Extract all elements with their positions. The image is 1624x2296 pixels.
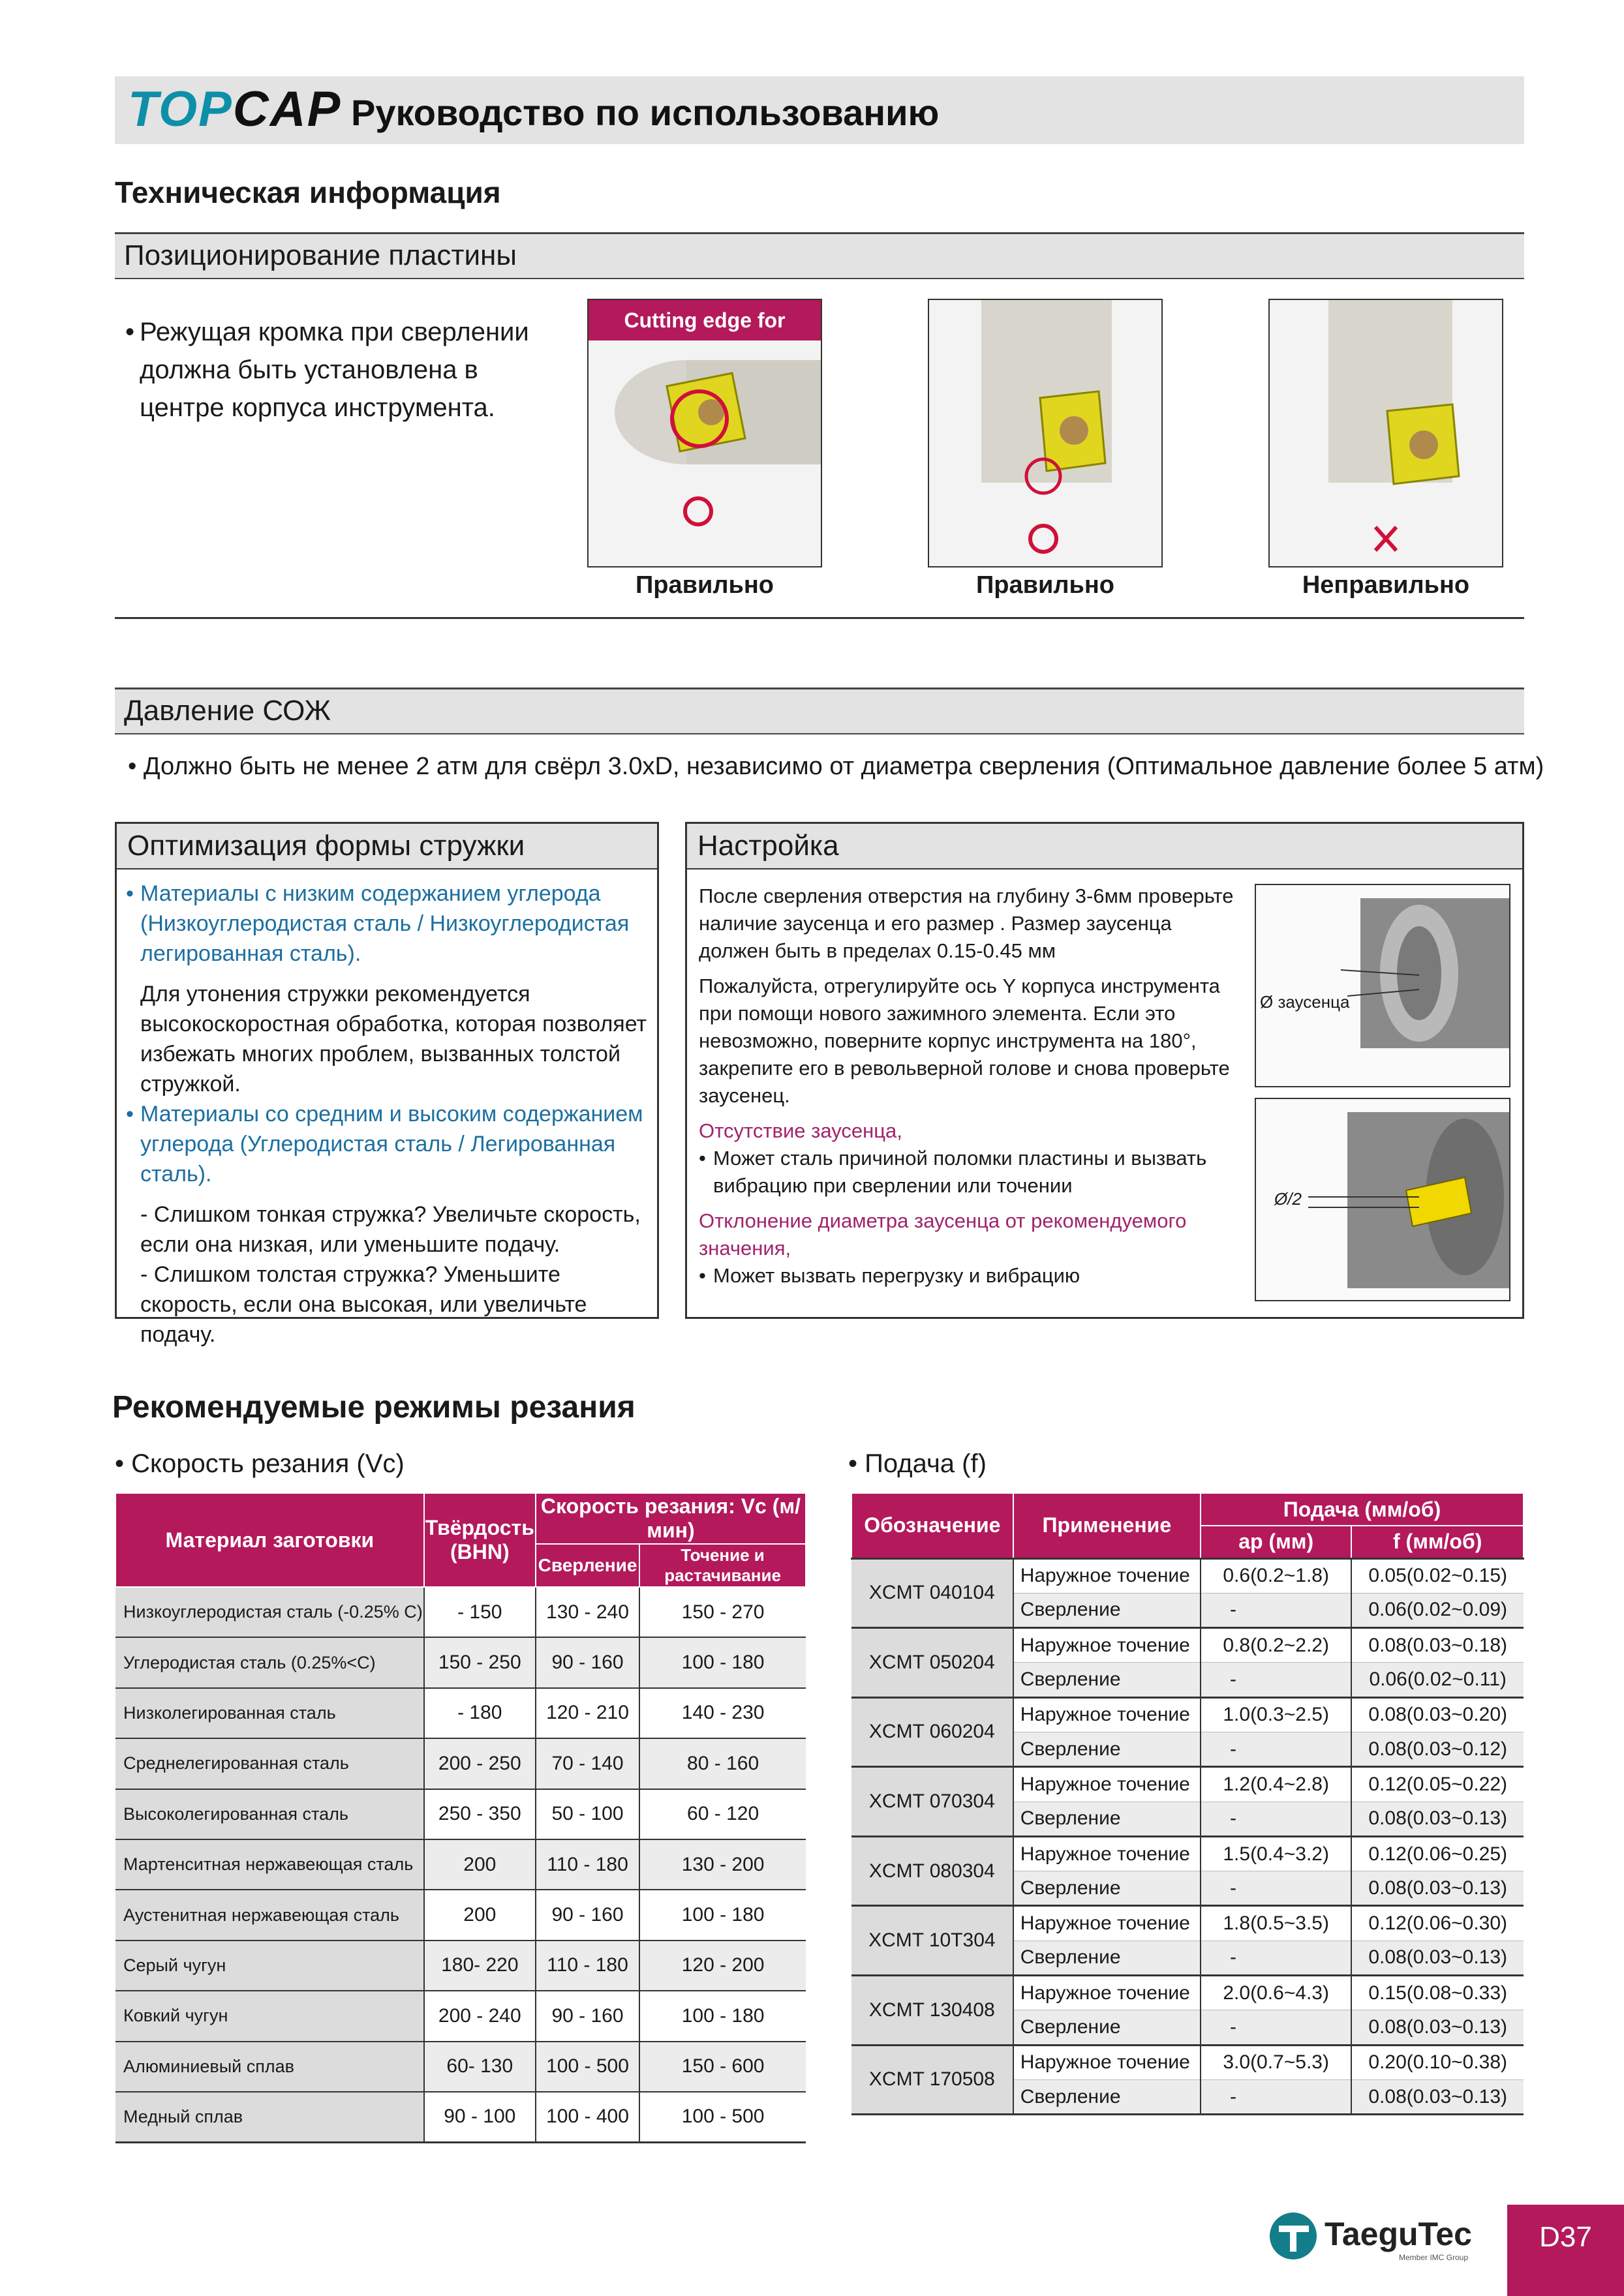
application-cell: Сверление <box>1013 1732 1201 1766</box>
feed-title: • Подача (f) <box>848 1449 987 1478</box>
turn-speed-cell: 130 - 200 <box>639 1839 806 1890</box>
ap-cell: 1.8(0.5~3.5) <box>1201 1906 1351 1941</box>
burr-diameter-label: Ø заусенца <box>1260 992 1350 1012</box>
hardness-cell: - 180 <box>424 1688 536 1738</box>
insert-drawing <box>589 340 821 566</box>
setup-panel-title: Настройка <box>687 824 1522 869</box>
hardness-cell: 250 - 350 <box>424 1789 536 1839</box>
table-row <box>115 1890 806 1940</box>
table-row <box>115 1587 806 1637</box>
taegutec-emblem-icon <box>1268 2210 1321 2262</box>
table-row <box>115 2042 806 2092</box>
insert-image-incorrect <box>1268 299 1503 567</box>
ap-cell: - <box>1201 1593 1351 1627</box>
feed-table-body <box>851 1558 1524 2115</box>
page-number-tab: D37 <box>1507 2205 1624 2296</box>
application-cell: Наружное точение <box>1013 1976 1201 2010</box>
designation-cell: XCMT 050204 <box>851 1628 1013 1698</box>
application-cell: Наружное точение <box>1013 1628 1201 1663</box>
table-row <box>115 1839 806 1890</box>
ap-cell: - <box>1201 1802 1351 1836</box>
hardness-cell: 200 - 240 <box>424 1991 536 2041</box>
coolant-title: Давление СОЖ <box>115 687 1524 734</box>
drill-speed-cell: 120 - 210 <box>536 1688 639 1738</box>
ap-cell: - <box>1201 1732 1351 1766</box>
material-cell: Алюминиевый сплав <box>115 2042 424 2092</box>
caption-incorrect: Неправильно <box>1302 571 1470 599</box>
ap-cell: 1.5(0.4~3.2) <box>1201 1836 1351 1871</box>
f-cell: 0.12(0.06~0.25) <box>1351 1836 1524 1871</box>
hardness-cell: 150 - 250 <box>424 1637 536 1687</box>
coolant-text: • Должно быть не менее 2 атм для свёрл 3.0xD, независимо от диаметра сверления (Оптимальное давление более 5 атм) <box>128 753 1544 780</box>
turn-speed-cell: 80 - 160 <box>639 1738 806 1789</box>
no-burr-item: • Может сталь причиной поломки пластины и вызвать вибрацию при сверлении или точении <box>699 1147 1207 1197</box>
hardness-cell: 180- 220 <box>424 1941 536 1991</box>
designation-cell: XCMT 10T304 <box>851 1906 1013 1976</box>
speed-header-material: Материал заготовки <box>115 1493 424 1587</box>
table-row <box>115 2092 806 2142</box>
speed-table <box>115 1492 806 2143</box>
hardness-cell: 60- 130 <box>424 2042 536 2092</box>
ap-cell: 0.6(0.2~1.8) <box>1201 1558 1351 1593</box>
application-cell: Наружное точение <box>1013 1906 1201 1941</box>
turn-speed-cell: 150 - 600 <box>639 2042 806 2092</box>
f-cell: 0.08(0.03~0.13) <box>1351 1871 1524 1906</box>
turn-speed-cell: 100 - 180 <box>639 1637 806 1687</box>
f-cell: 0.08(0.03~0.13) <box>1351 2079 1524 2114</box>
low-carbon-heading: • Материалы с низким содержанием углерода (Низкоуглеродистая сталь / Низкоуглеродистая легированная сталь). <box>126 881 630 966</box>
positioning-title: Позиционирование пластины <box>115 232 1524 279</box>
material-cell: Среднелегированная сталь <box>115 1738 424 1789</box>
table-row <box>115 1637 806 1687</box>
designation-cell: XCMT 040104 <box>851 1558 1013 1628</box>
ap-cell: - <box>1201 1941 1351 1975</box>
f-cell: 0.06(0.02~0.09) <box>1351 1593 1524 1627</box>
drill-speed-cell: 110 - 180 <box>536 1839 639 1890</box>
setup-panel <box>685 822 1524 1319</box>
setup-p1: После сверления отверстия на глубину 3-6мм проверьте наличие заусенца и его размер . Размер заусенца должен быть в пределах 0.15-0.45 мм <box>699 884 1234 962</box>
hardness-cell: 200 - 250 <box>424 1738 536 1789</box>
positioning-text: • Режущая кромка при сверлении должна быть установлена в центре корпуса инструмента. <box>125 313 543 427</box>
cutting-title: Рекомендуемые режимы резания <box>112 1390 636 1425</box>
speed-header-drill: Сверление <box>536 1544 639 1587</box>
logo-part1: TOP <box>128 82 233 137</box>
f-cell: 0.08(0.03~0.12) <box>1351 1732 1524 1766</box>
table-row <box>851 1906 1524 1941</box>
application-cell: Сверление <box>1013 1871 1201 1906</box>
chip-panel <box>115 822 659 1347</box>
chip-tip-thin: - Слишком тонкая стружка? Увеличьте скорость, если она низкая, или уменьшите подачу. <box>140 1202 641 1257</box>
material-cell: Аустенитная нержавеющая сталь <box>115 1890 424 1940</box>
turn-speed-cell: 120 - 200 <box>639 1941 806 1991</box>
f-cell: 0.15(0.08~0.33) <box>1351 1976 1524 2010</box>
tech-info-title: Техническая информация <box>115 175 501 209</box>
f-cell: 0.12(0.05~0.22) <box>1351 1767 1524 1802</box>
f-cell: 0.08(0.03~0.18) <box>1351 1628 1524 1663</box>
topcap-logo <box>128 82 341 137</box>
hardness-cell: - 150 <box>424 1587 536 1637</box>
no-burr-text: Может сталь причиной поломки пластины и вызвать вибрацию при сверлении или точении <box>713 1147 1207 1197</box>
designation-cell: XCMT 170508 <box>851 2045 1013 2115</box>
logo-part2: CAP <box>232 82 342 137</box>
ap-cell: - <box>1201 1663 1351 1697</box>
material-cell: Серый чугун <box>115 1941 424 1991</box>
turn-speed-cell: 100 - 500 <box>639 2092 806 2142</box>
application-cell: Наружное точение <box>1013 1558 1201 1593</box>
insert-drawing <box>929 300 1161 566</box>
table-row <box>851 1767 1524 1802</box>
turn-speed-cell: 140 - 230 <box>639 1688 806 1738</box>
image-label: Cutting edge for <box>589 300 821 340</box>
feed-header-designation: Обозначение <box>851 1493 1013 1558</box>
drill-speed-cell: 100 - 500 <box>536 2042 639 2092</box>
material-cell: Ковкий чугун <box>115 1991 424 2041</box>
ap-cell: 0.8(0.2~2.2) <box>1201 1628 1351 1663</box>
insert-image-correct-2 <box>928 299 1163 567</box>
table-row <box>851 1558 1524 1593</box>
chip-panel-title: Оптимизация формы стружки <box>117 824 657 869</box>
chip-tip-thick: - Слишком толстая стружка? Уменьшите скорость, если она высокая, или увеличьте подачу. <box>140 1262 587 1347</box>
application-cell: Сверление <box>1013 1593 1201 1627</box>
speed-title-text: Скорость резания (Vc) <box>131 1449 405 1478</box>
table-row <box>851 1836 1524 1871</box>
f-cell: 0.08(0.03~0.13) <box>1351 2010 1524 2045</box>
brand-sub: Member IMC Group <box>1399 2253 1469 2262</box>
ap-cell: 1.2(0.4~2.8) <box>1201 1767 1351 1802</box>
drill-speed-cell: 130 - 240 <box>536 1587 639 1637</box>
application-cell: Наружное точение <box>1013 1836 1201 1871</box>
half-diameter-label: Ø/2 <box>1274 1189 1302 1209</box>
speed-table-body <box>115 1587 806 2142</box>
mid-carbon-heading: • Материалы со средним и высоким содержанием углерода (Углеродистая сталь / Легированная сталь). <box>126 1102 643 1186</box>
material-cell: Мартенситная нержавеющая сталь <box>115 1839 424 1890</box>
table-row <box>115 1991 806 2041</box>
deviation-text: Может вызвать перегрузку и вибрацию <box>713 1264 1080 1287</box>
ap-cell: 2.0(0.6~4.3) <box>1201 1976 1351 2010</box>
insert-image-correct-1 <box>587 299 822 567</box>
f-cell: 0.20(0.10~0.38) <box>1351 2045 1524 2079</box>
drill-speed-cell: 110 - 180 <box>536 1941 639 1991</box>
speed-header-hardness: Твёрдость (BHN) <box>424 1493 536 1587</box>
material-cell: Низколегированная сталь <box>115 1688 424 1738</box>
deviation-item: • Может вызвать перегрузку и вибрацию <box>699 1264 1080 1287</box>
turn-speed-cell: 150 - 270 <box>639 1587 806 1637</box>
table-row <box>115 1941 806 1991</box>
drill-speed-cell: 90 - 160 <box>536 1890 639 1940</box>
drill-speed-cell: 100 - 400 <box>536 2092 639 2142</box>
designation-cell: XCMT 070304 <box>851 1767 1013 1837</box>
low-carbon-text: Материалы с низким содержанием углерода (Низкоуглеродистая сталь / Низкоуглеродистая легированная сталь). <box>140 881 630 966</box>
ap-cell: 3.0(0.7~5.3) <box>1201 2045 1351 2079</box>
brand-name: TaeguTec <box>1325 2216 1472 2252</box>
f-cell: 0.06(0.02~0.11) <box>1351 1663 1524 1697</box>
table-row <box>115 1789 806 1839</box>
ap-cell: - <box>1201 1871 1351 1906</box>
hardness-cell: 90 - 100 <box>424 2092 536 2142</box>
material-cell: Медный сплав <box>115 2092 424 2142</box>
setup-p2: Пожалуйста, отрегулируйте ось Y корпуса инструмента при помощи нового зажимного элемента. Если это невозможно, поверните корпус инструмента на 180°, закрепите его в револьверной голове и снова проверьте заусенец. <box>699 974 1230 1107</box>
hardness-cell: 200 <box>424 1890 536 1940</box>
ap-cell: 1.0(0.3~2.5) <box>1201 1697 1351 1732</box>
burr-image-2 <box>1255 1098 1510 1301</box>
insert-drawing <box>1270 300 1502 566</box>
feed-header-ap: ap (мм) <box>1201 1526 1351 1558</box>
application-cell: Сверление <box>1013 2079 1201 2114</box>
feed-header-f: f (мм/об) <box>1351 1526 1524 1558</box>
table-row <box>851 1976 1524 2010</box>
coolant-text-body: Должно быть не менее 2 атм для свёрл 3.0xD, независимо от диаметра сверления (Оптимальное давление более 5 атм) <box>143 753 1544 780</box>
table-row <box>851 1628 1524 1663</box>
turn-speed-cell: 60 - 120 <box>639 1789 806 1839</box>
no-burr-heading: Отсутствие заусенца, <box>699 1119 902 1142</box>
f-cell: 0.12(0.06~0.30) <box>1351 1906 1524 1941</box>
designation-cell: XCMT 130408 <box>851 1976 1013 2046</box>
table-row <box>851 1697 1524 1732</box>
f-cell: 0.08(0.03~0.13) <box>1351 1802 1524 1836</box>
mid-carbon-text: Материалы со средним и высоким содержанием углерода (Углеродистая сталь / Легированная сталь). <box>140 1102 643 1186</box>
burr-image-1 <box>1255 884 1510 1087</box>
setup-panel-body <box>699 883 1247 1290</box>
burr-drawing <box>1256 885 1509 1086</box>
f-cell: 0.08(0.03~0.13) <box>1351 1941 1524 1975</box>
turn-speed-cell: 100 - 180 <box>639 1991 806 2041</box>
application-cell: Сверление <box>1013 2010 1201 2045</box>
application-cell: Наружное точение <box>1013 2045 1201 2079</box>
feed-table <box>851 1492 1524 2115</box>
designation-cell: XCMT 060204 <box>851 1697 1013 1767</box>
feed-header-application: Применение <box>1013 1493 1201 1558</box>
designation-cell: XCMT 080304 <box>851 1836 1013 1906</box>
application-cell: Сверление <box>1013 1941 1201 1975</box>
application-cell: Сверление <box>1013 1802 1201 1836</box>
page-title: Руководство по использованию <box>351 92 940 133</box>
table-row <box>115 1738 806 1789</box>
material-cell: Углеродистая сталь (0.25%<C) <box>115 1637 424 1687</box>
ap-cell: - <box>1201 2079 1351 2114</box>
f-cell: 0.05(0.02~0.15) <box>1351 1558 1524 1593</box>
hardness-cell: 200 <box>424 1839 536 1890</box>
section-divider <box>115 617 1524 619</box>
caption-correct-2: Правильно <box>975 571 1115 599</box>
chip-panel-body <box>126 879 648 1350</box>
turn-speed-cell: 100 - 180 <box>639 1890 806 1940</box>
table-row <box>115 1688 806 1738</box>
caption-correct-1: Правильно <box>635 571 774 599</box>
ap-cell: - <box>1201 2010 1351 2045</box>
speed-title: • Скорость резания (Vc) <box>115 1449 405 1478</box>
f-cell: 0.08(0.03~0.20) <box>1351 1697 1524 1732</box>
low-carbon-advice: Для утонения стружки рекомендуется высокоскоростная обработка, которая позволяет избежать многих проблем, вызванных толстой стружкой. <box>140 982 647 1096</box>
feed-header-feed: Подача (мм/об) <box>1201 1493 1524 1526</box>
deviation-heading: Отклонение диаметра заусенца от рекомендуемого значения, <box>699 1209 1187 1260</box>
drill-speed-cell: 50 - 100 <box>536 1789 639 1839</box>
speed-header-turn: Точение и растачивание <box>639 1544 806 1587</box>
material-cell: Высоколегированная сталь <box>115 1789 424 1839</box>
application-cell: Наружное точение <box>1013 1767 1201 1802</box>
feed-title-text: Подача (f) <box>865 1449 987 1478</box>
application-cell: Наружное точение <box>1013 1697 1201 1732</box>
material-cell: Низкоуглеродистая сталь (-0.25% C) <box>115 1587 424 1637</box>
drill-speed-cell: 70 - 140 <box>536 1738 639 1789</box>
positioning-text-body: Режущая кромка при сверлении должна быть установлена в центре корпуса инструмента. <box>140 318 529 422</box>
drill-speed-cell: 90 - 160 <box>536 1991 639 2041</box>
speed-header-vc: Скорость резания: Vc (м/мин) <box>536 1493 806 1544</box>
table-row <box>851 2045 1524 2079</box>
application-cell: Сверление <box>1013 1663 1201 1697</box>
drill-speed-cell: 90 - 160 <box>536 1637 639 1687</box>
